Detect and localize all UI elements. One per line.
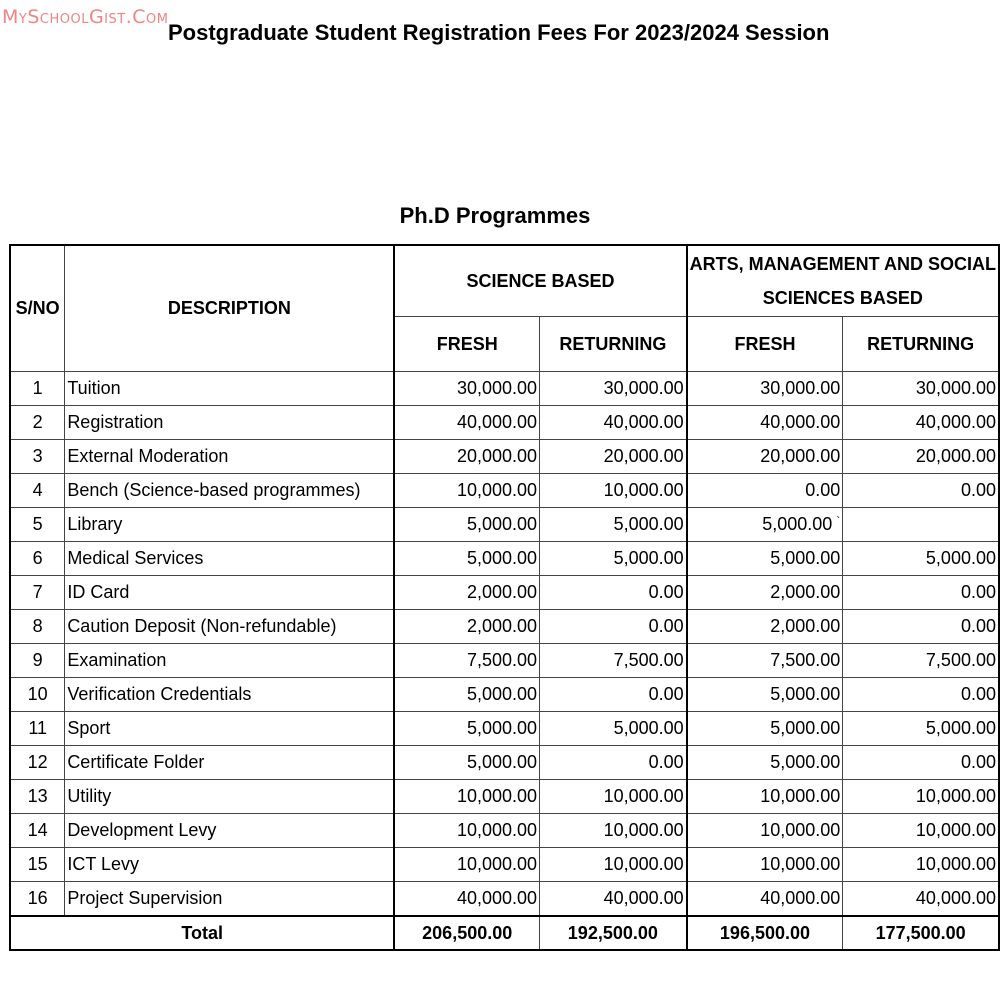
row-description-value: Caution Deposit (Non-refundable): [67, 616, 337, 636]
row-sno: [10, 406, 65, 440]
row-arts-fresh: [687, 678, 843, 712]
row-arts-returning: [843, 644, 999, 678]
row-science-fresh-value: 40,000.00: [456, 412, 538, 432]
row-sno-value: 9: [32, 650, 43, 670]
row-arts-returning-value: 0.00: [960, 684, 996, 704]
row-sno: [10, 882, 65, 917]
row-description-value: Utility: [67, 786, 112, 806]
header-science-returning: RETURNING: [540, 317, 687, 372]
table-row: [10, 678, 999, 712]
row-science-fresh: [394, 814, 539, 848]
row-arts-returning: [843, 814, 999, 848]
row-science-returning: [540, 678, 687, 712]
row-arts-fresh-value: 10,000.00: [760, 820, 841, 840]
row-description: [65, 508, 395, 542]
row-science-returning-value: 0.00: [648, 616, 684, 636]
row-description-value: Examination: [67, 650, 167, 670]
row-description: [65, 712, 395, 746]
row-science-fresh-value: 30,000.00: [456, 378, 538, 398]
row-arts-returning-value: 10,000.00: [915, 820, 996, 840]
row-arts-fresh: [687, 814, 843, 848]
row-science-fresh-value: 20,000.00: [456, 446, 538, 466]
row-arts-returning: [843, 440, 999, 474]
row-arts-fresh: [687, 508, 843, 542]
row-sno: [10, 712, 65, 746]
row-science-returning: [540, 508, 687, 542]
row-description-value: ICT Levy: [67, 854, 140, 874]
row-science-fresh-value: 5,000.00: [466, 752, 538, 772]
row-sno: [10, 372, 65, 406]
row-arts-fresh-value: 10,000.00: [760, 854, 841, 874]
row-sno-value: 16: [27, 888, 48, 908]
table-row: [10, 406, 999, 440]
row-science-returning: [540, 406, 687, 440]
row-sno-value: 13: [27, 786, 48, 806]
header-science-fresh: FRESH: [394, 317, 539, 372]
row-sno-value: 10: [27, 684, 48, 704]
row-science-returning-value: 20,000.00: [603, 446, 684, 466]
row-science-fresh: [394, 610, 539, 644]
row-arts-fresh: [687, 610, 843, 644]
row-arts-fresh-value: 0.00: [805, 480, 841, 500]
row-sno: [10, 644, 65, 678]
row-description: [65, 542, 395, 576]
row-science-returning: [540, 610, 687, 644]
header-arts-line2: SCIENCES BASED: [762, 288, 923, 308]
row-description: [65, 814, 395, 848]
row-science-returning-value: 10,000.00: [603, 854, 684, 874]
header-arts-returning: RETURNING: [843, 317, 999, 372]
row-sno-value: 7: [32, 582, 43, 602]
row-science-fresh: [394, 644, 539, 678]
row-science-returning-value: 0.00: [648, 684, 684, 704]
row-arts-returning-value: 7,500.00: [925, 650, 996, 670]
row-science-returning: [540, 780, 687, 814]
row-science-fresh-value: 5,000.00: [466, 718, 538, 738]
row-sno-value: 11: [28, 718, 47, 738]
row-description-value: Library: [67, 514, 123, 534]
row-science-fresh-value: 10,000.00: [456, 786, 538, 806]
row-description-value: Bench (Science-based programmes): [67, 480, 361, 500]
row-sno: [10, 474, 65, 508]
header-science-based: SCIENCE BASED: [394, 245, 686, 317]
table-row: [10, 882, 999, 917]
row-arts-returning: [843, 780, 999, 814]
row-science-fresh: [394, 440, 539, 474]
row-science-fresh-value: 10,000.00: [456, 480, 538, 500]
row-sno: [10, 508, 65, 542]
row-arts-fresh: [687, 746, 843, 780]
row-sno: [10, 814, 65, 848]
row-description-value: ID Card: [67, 582, 130, 602]
row-science-fresh: [394, 848, 539, 882]
row-sno-value: 1: [32, 378, 43, 398]
row-arts-returning-value: 10,000.00: [915, 854, 996, 874]
row-arts-fresh-value: 5,000.00: [770, 548, 841, 568]
table-row: [10, 474, 999, 508]
row-description: [65, 440, 395, 474]
row-science-returning: [540, 474, 687, 508]
row-description: [65, 576, 395, 610]
row-science-returning-value: 5,000.00: [613, 514, 684, 534]
row-description: [65, 780, 395, 814]
row-science-returning: [540, 576, 687, 610]
total-row: [10, 916, 999, 950]
table-row: [10, 780, 999, 814]
row-arts-returning-value: 0.00: [960, 582, 996, 602]
row-arts-fresh-value: 5,000.00: [762, 514, 833, 534]
row-description: [65, 678, 395, 712]
row-arts-fresh: [687, 542, 843, 576]
row-arts-fresh-value: 7,500.00: [770, 650, 841, 670]
row-description-value: Development Levy: [67, 820, 217, 840]
row-description: [65, 406, 395, 440]
row-science-fresh: [394, 508, 539, 542]
row-description: [65, 644, 395, 678]
row-description-value: External Moderation: [67, 446, 229, 466]
row-arts-returning-value: 5,000.00: [925, 718, 996, 738]
row-science-returning: [540, 644, 687, 678]
row-science-fresh-value: 2,000.00: [466, 582, 538, 602]
row-sno-value: 14: [27, 820, 48, 840]
row-description-value: Registration: [67, 412, 164, 432]
row-description: [65, 610, 395, 644]
row-science-returning: [540, 746, 687, 780]
row-arts-fresh-value: 2,000.00: [770, 616, 841, 636]
stray-mark: `: [836, 514, 841, 528]
total-arts-returning: 177,500.00: [843, 916, 999, 950]
fee-rows: [10, 372, 999, 917]
header-arts-fresh: FRESH: [687, 317, 843, 372]
row-arts-fresh: [687, 644, 843, 678]
total-science-fresh: 206,500.00: [394, 916, 539, 950]
row-arts-fresh-value: 5,000.00: [770, 718, 841, 738]
row-sno: [10, 678, 65, 712]
row-arts-returning: [843, 372, 999, 406]
row-arts-returning-value: 5,000.00: [925, 548, 996, 568]
row-science-fresh: [394, 474, 539, 508]
row-sno-value: 2: [32, 412, 43, 432]
row-arts-fresh-value: 10,000.00: [760, 786, 841, 806]
row-arts-returning: [843, 712, 999, 746]
row-science-returning-value: 5,000.00: [613, 548, 684, 568]
table-row: [10, 746, 999, 780]
row-arts-returning-value: 0.00: [960, 752, 996, 772]
row-sno-value: 12: [27, 752, 48, 772]
row-arts-returning: [843, 508, 999, 542]
table-row: [10, 542, 999, 576]
row-arts-fresh: [687, 848, 843, 882]
row-sno-value: 8: [32, 616, 43, 636]
row-arts-fresh: [687, 474, 843, 508]
row-arts-returning-value: 30,000.00: [915, 378, 996, 398]
row-arts-fresh-value: 30,000.00: [760, 378, 841, 398]
row-science-fresh-value: 40,000.00: [456, 888, 538, 908]
row-arts-fresh: [687, 440, 843, 474]
row-arts-fresh: [687, 712, 843, 746]
row-science-returning-value: 10,000.00: [603, 820, 684, 840]
row-science-fresh: [394, 542, 539, 576]
row-arts-fresh-value: 5,000.00: [770, 752, 841, 772]
page-title: Postgraduate Student Registration Fees For 2023/2024 Session: [168, 20, 830, 45]
header-arts-line1: ARTS, MANAGEMENT AND SOCIAL: [689, 254, 996, 274]
row-sno: [10, 610, 65, 644]
row-description-value: Tuition: [67, 378, 121, 398]
row-science-returning: [540, 848, 687, 882]
table-row: [10, 814, 999, 848]
table-row: [10, 576, 999, 610]
row-science-returning-value: 0.00: [648, 752, 684, 772]
row-science-fresh: [394, 712, 539, 746]
row-science-fresh-value: 5,000.00: [466, 514, 538, 534]
total-label: Total: [10, 916, 394, 950]
row-sno: [10, 746, 65, 780]
row-arts-fresh-value: 40,000.00: [760, 888, 841, 908]
row-arts-returning: [843, 882, 999, 917]
row-sno: [10, 576, 65, 610]
fees-table: [9, 244, 1000, 951]
row-science-fresh: [394, 678, 539, 712]
row-science-returning-value: 5,000.00: [613, 718, 684, 738]
row-science-returning-value: 40,000.00: [603, 888, 684, 908]
row-sno-value: 4: [32, 480, 43, 500]
row-science-fresh: [394, 406, 539, 440]
total-science-returning: 192,500.00: [540, 916, 687, 950]
row-science-returning: [540, 882, 687, 917]
row-arts-returning-value: 0.00: [960, 480, 996, 500]
table-row: [10, 440, 999, 474]
row-science-fresh-value: 10,000.00: [456, 820, 538, 840]
row-sno: [10, 440, 65, 474]
row-sno-value: 5: [32, 514, 43, 534]
row-sno: [10, 542, 65, 576]
row-sno: [10, 848, 65, 882]
table-row: [10, 610, 999, 644]
row-arts-fresh: [687, 372, 843, 406]
row-science-returning-value: 40,000.00: [603, 412, 684, 432]
row-sno-value: 3: [32, 446, 43, 466]
row-science-returning-value: 10,000.00: [603, 480, 684, 500]
row-science-fresh: [394, 746, 539, 780]
row-arts-fresh-value: 2,000.00: [770, 582, 841, 602]
row-science-returning-value: 10,000.00: [603, 786, 684, 806]
row-arts-fresh-value: 5,000.00: [770, 684, 841, 704]
row-arts-returning: [843, 848, 999, 882]
row-arts-returning-value: 40,000.00: [915, 412, 996, 432]
row-arts-returning: [843, 678, 999, 712]
row-description-value: Certificate Folder: [67, 752, 205, 772]
header-arts-management-social: [687, 245, 999, 317]
row-arts-returning: [843, 610, 999, 644]
row-arts-returning-value: 10,000.00: [915, 786, 996, 806]
row-science-fresh-value: 5,000.00: [466, 548, 538, 568]
row-science-returning: [540, 814, 687, 848]
table-row: [10, 848, 999, 882]
row-arts-fresh: [687, 576, 843, 610]
row-science-fresh: [394, 882, 539, 917]
table-row: [10, 712, 999, 746]
row-description: [65, 746, 395, 780]
row-arts-returning: [843, 576, 999, 610]
table-subtitle: Ph.D Programmes: [399, 203, 591, 228]
total-arts-fresh: 196,500.00: [687, 916, 843, 950]
row-science-returning: [540, 542, 687, 576]
row-science-returning-value: 0.00: [648, 582, 684, 602]
row-sno: [10, 780, 65, 814]
row-arts-fresh: [687, 882, 843, 917]
row-description-value: Project Supervision: [67, 888, 223, 908]
row-science-returning-value: 7,500.00: [613, 650, 684, 670]
row-arts-returning: [843, 406, 999, 440]
table-row: [10, 508, 999, 542]
row-science-returning: [540, 712, 687, 746]
header-sno: S/NO: [10, 245, 65, 372]
row-arts-returning-value: 40,000.00: [915, 888, 996, 908]
row-science-returning-value: 30,000.00: [603, 378, 684, 398]
row-arts-returning: [843, 474, 999, 508]
row-arts-returning: [843, 746, 999, 780]
row-arts-returning-value: 20,000.00: [915, 446, 996, 466]
row-sno-value: 15: [27, 854, 48, 874]
row-science-fresh: [394, 372, 539, 406]
row-science-fresh-value: 2,000.00: [466, 616, 538, 636]
row-arts-fresh: [687, 406, 843, 440]
row-description-value: Verification Credentials: [67, 684, 252, 704]
row-sno-value: 6: [32, 548, 43, 568]
row-science-fresh: [394, 780, 539, 814]
row-arts-fresh: [687, 780, 843, 814]
row-description: [65, 372, 395, 406]
row-description: [65, 474, 395, 508]
watermark-text: MySchoolGist.Com: [2, 6, 169, 28]
row-description-value: Sport: [67, 718, 111, 738]
table-row: [10, 372, 999, 406]
row-science-fresh-value: 10,000.00: [456, 854, 538, 874]
row-description: [65, 848, 395, 882]
table-row: [10, 644, 999, 678]
row-science-fresh: [394, 576, 539, 610]
row-arts-returning-value: 0.00: [960, 616, 996, 636]
header-description: DESCRIPTION: [65, 245, 395, 372]
row-science-fresh-value: 7,500.00: [466, 650, 538, 670]
row-arts-fresh-value: 40,000.00: [760, 412, 841, 432]
row-arts-returning: [843, 542, 999, 576]
row-science-fresh-value: 5,000.00: [466, 684, 538, 704]
row-science-returning: [540, 440, 687, 474]
row-description-value: Medical Services: [67, 548, 204, 568]
row-arts-fresh-value: 20,000.00: [760, 446, 841, 466]
row-description: [65, 882, 395, 917]
row-science-returning: [540, 372, 687, 406]
